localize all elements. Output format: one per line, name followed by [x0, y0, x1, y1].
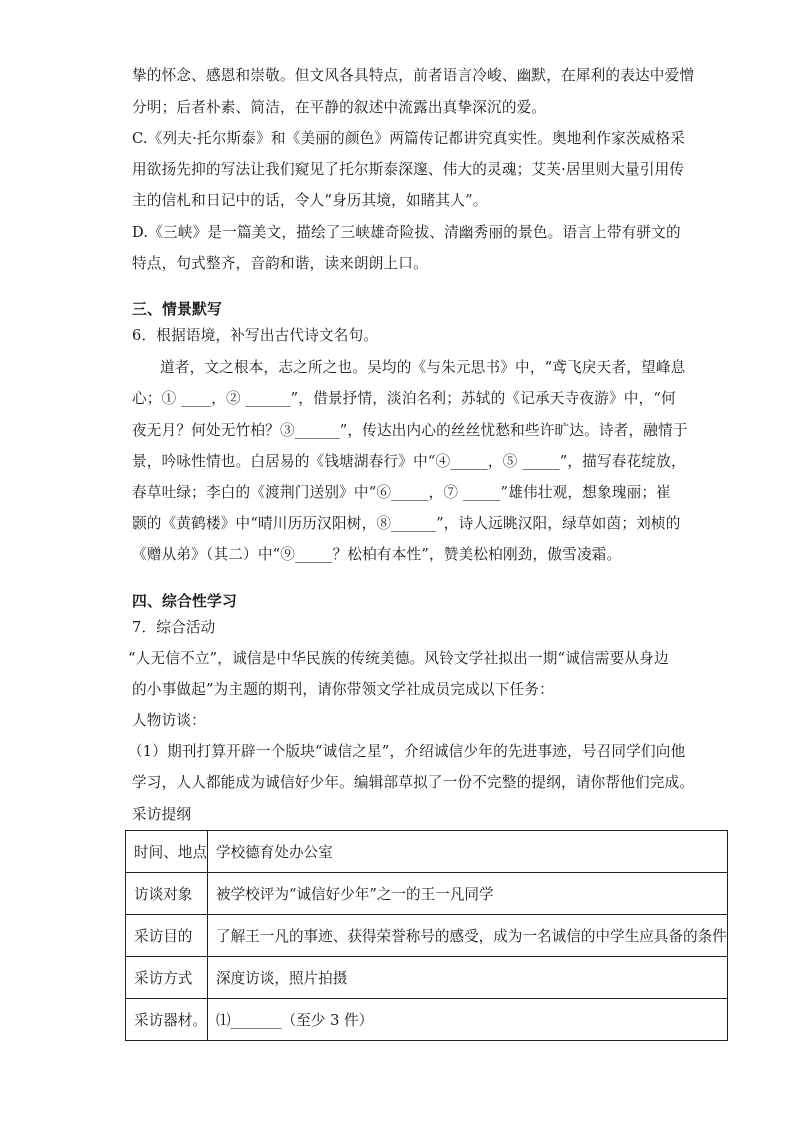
option-c-line: C.《列夫·托尔斯泰》和《美丽的颜色》两篇传记都讲究真实性。奥地利作家茨威格采 — [132, 130, 686, 147]
row-value: 被学校评为“诚信好少年”之一的王一凡同学 — [207, 873, 727, 915]
row-value: 深度访谈，照片拍摄 — [207, 957, 727, 999]
row-value: 学校德育处办公室 — [207, 831, 727, 873]
table-row — [126, 831, 728, 873]
row-value-answer-blank: ⑴_______（至少 3 件） — [207, 999, 727, 1041]
row-label: 时间、地点 — [126, 831, 208, 873]
intro-line: “人无信不立”，诚信是中华民族的传统美德。风铃文学社拟出一期“诚信需要从身边 — [128, 650, 669, 667]
task-line: 学习，人人都能成为诚信好少年。编辑部草拟了一份不完整的提纲，请你帮他们完成。 — [132, 774, 695, 791]
row-label: 采访目的 — [126, 915, 208, 957]
table-row — [126, 957, 728, 999]
question-title: 6．根据语境，补写出古代诗文名句。 — [132, 327, 379, 344]
row-label: 采访方式 — [126, 957, 208, 999]
option-c-line: 用欲扬先抑的写法让我们窥见了托尔斯泰深邃、伟大的灵魂；艾芙·居里则大量引用传 — [132, 161, 685, 178]
paragraph-line: 分明；后者朴素、简洁，在平静的叙述中流露出真挚深沉的爱。 — [132, 99, 547, 116]
option-c-line: 主的信札和日记中的话，令人“身历其境，如睹其人”。 — [132, 192, 488, 209]
intro-line: 的小事做起”为主题的期刊，请你带领文学社成员完成以下任务： — [132, 681, 554, 698]
fill-in-line: 夜无月？何处无竹柏？③______”，传达出内心的丝丝忧愁和些许旷达。诗者，融情于 — [132, 422, 688, 439]
task-line: （1）期刊打算开辟一个版块“诚信之星”，介绍诚信少年的先进事迹，号召同学们向他 — [128, 743, 686, 760]
option-d-line: D.《三峡》是一篇美文，描绘了三峡雄奇险拔、清幽秀丽的景色。语言上带有骈文的 — [132, 224, 681, 241]
table-row — [126, 999, 728, 1041]
fill-in-line: 《赠从弟》（其二）中“⑨_____？松柏有本性”，赞美松柏刚劲，傲雪凌霜。 — [132, 546, 622, 563]
fill-in-line: 景，吟咏性情也。白居易的《钱塘湖春行》中“④_____，⑤ _____”，描写春花绽放， — [132, 453, 686, 470]
table-row — [126, 873, 728, 915]
fill-in-line: 心；① ____，② ______”，借景抒情，淡泊名利；苏轼的《记承天寺夜游》中，“何 — [132, 390, 676, 407]
fill-in-line: 道者，文之根本，志之所之也。吴均的《与朱元思书》中，“鸢飞戾天者，望峰息 — [160, 359, 686, 376]
fill-in-line: 春草吐绿；李白的《渡荆门送别》中“⑥_____，⑦ _____”雄伟壮观，想象瑰丽；崔 — [132, 484, 671, 501]
section-heading: 三、情景默写 — [132, 301, 222, 318]
outline-title: 采访提纲 — [132, 806, 192, 823]
subsection-label: 人物访谈： — [132, 712, 206, 729]
row-value: 了解王一凡的事迹、获得荣誉称号的感受，成为一名诚信的中学生应具备的条件 — [207, 915, 727, 957]
interview-outline-table — [125, 830, 728, 1041]
question-title: 7．综合活动 — [132, 619, 216, 636]
fill-in-line: 颢的《黄鹤楼》中“晴川历历汉阳树，⑧______”，诗人远眺汉阳，绿草如茵；刘桢的 — [132, 515, 681, 532]
paragraph-line: 挚的怀念、感恩和崇敬。但文风各具特点，前者语言冷峻、幽默，在犀利的表达中爱憎 — [132, 67, 695, 84]
row-label: 采访器材。 — [126, 999, 208, 1041]
section-heading: 四、综合性学习 — [132, 593, 237, 610]
row-label: 访谈对象 — [126, 873, 208, 915]
table-row — [126, 915, 728, 957]
option-d-line: 特点，句式整齐，音韵和谐，读来朗朗上口。 — [132, 255, 428, 272]
